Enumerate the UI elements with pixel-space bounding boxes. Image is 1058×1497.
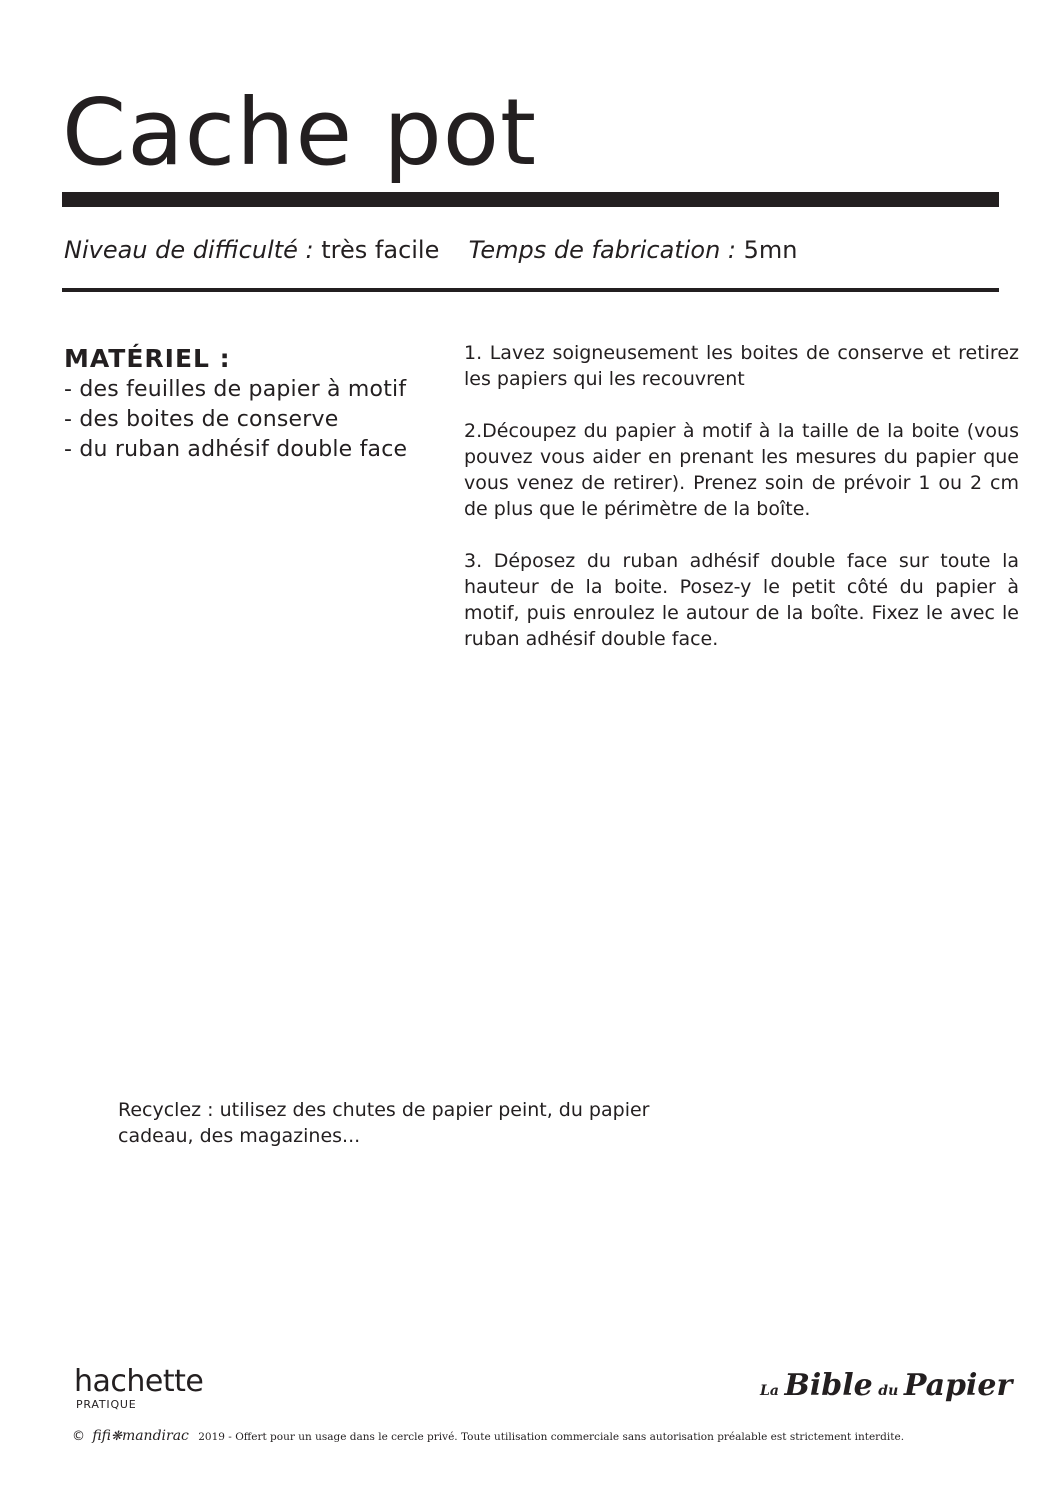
instruction-step: 2.Découpez du papier à motif à la taille de la boite (vous pouvez vous aider en prenant les mesures du papier que vous venez de retirer). Prenez soin de prévoir 1 ou 2 cm de plus que le périmètre de la boîte. xyxy=(464,420,1019,520)
materials-list xyxy=(64,375,444,465)
instruction-step: 3. Déposez du ruban adhésif double face sur toute la hauteur de la boite. Posez-y le petit côté du papier à motif, puis enroulez le autour de la boîte. Fixez le avec le ruban adhésif double face. xyxy=(464,550,1019,650)
project-meta xyxy=(64,234,798,266)
brand-logo-word: Bible xyxy=(784,1368,873,1403)
page-title: Cache pot xyxy=(62,79,538,186)
author-signature xyxy=(92,1428,189,1444)
author-first-name: fifi xyxy=(92,1428,112,1444)
flower-icon: ❋ xyxy=(111,1429,122,1444)
publisher-name: hachette xyxy=(74,1364,204,1399)
publisher-logo xyxy=(74,1365,203,1411)
meta-divider xyxy=(62,288,999,292)
copyright-notice: 2019 - Offert pour un usage dans le cercle privé. Toute utilisation commerciale sans autorisation préalable est strictement interdite. xyxy=(198,1431,905,1443)
brand-logo-word: La xyxy=(760,1383,779,1399)
difficulty-value: très facile xyxy=(321,236,440,264)
time-label: Temps de fabrication : xyxy=(468,236,737,264)
copyright-footer xyxy=(72,1428,904,1445)
materials-section xyxy=(64,343,444,465)
brand-logo-word: Papier xyxy=(903,1368,1013,1403)
materials-item: - du ruban adhésif double face xyxy=(64,437,408,462)
author-last-name: mandirac xyxy=(121,1428,189,1444)
materials-heading: MATÉRIEL : xyxy=(64,344,231,373)
title-divider xyxy=(62,192,999,207)
materials-item: - des boites de conserve xyxy=(64,407,339,432)
publisher-subtitle: PRATIQUE xyxy=(76,1398,137,1411)
brand-logo-word: du xyxy=(878,1383,899,1399)
instruction-step: 1. Lavez soigneusement les boites de conserve et retirez les papiers qui les recouvrent xyxy=(464,342,1019,390)
brand-logo xyxy=(760,1368,1012,1403)
instructions-section xyxy=(464,340,1019,678)
time-value: 5mn xyxy=(743,236,798,264)
copyright-icon: © xyxy=(72,1429,85,1444)
recycle-tip: Recyclez : utilisez des chutes de papier peint, du papier cadeau, des magazines... xyxy=(118,1099,650,1147)
difficulty-label: Niveau de difficulté : xyxy=(64,236,314,264)
materials-item: - des feuilles de papier à motif xyxy=(64,377,407,402)
